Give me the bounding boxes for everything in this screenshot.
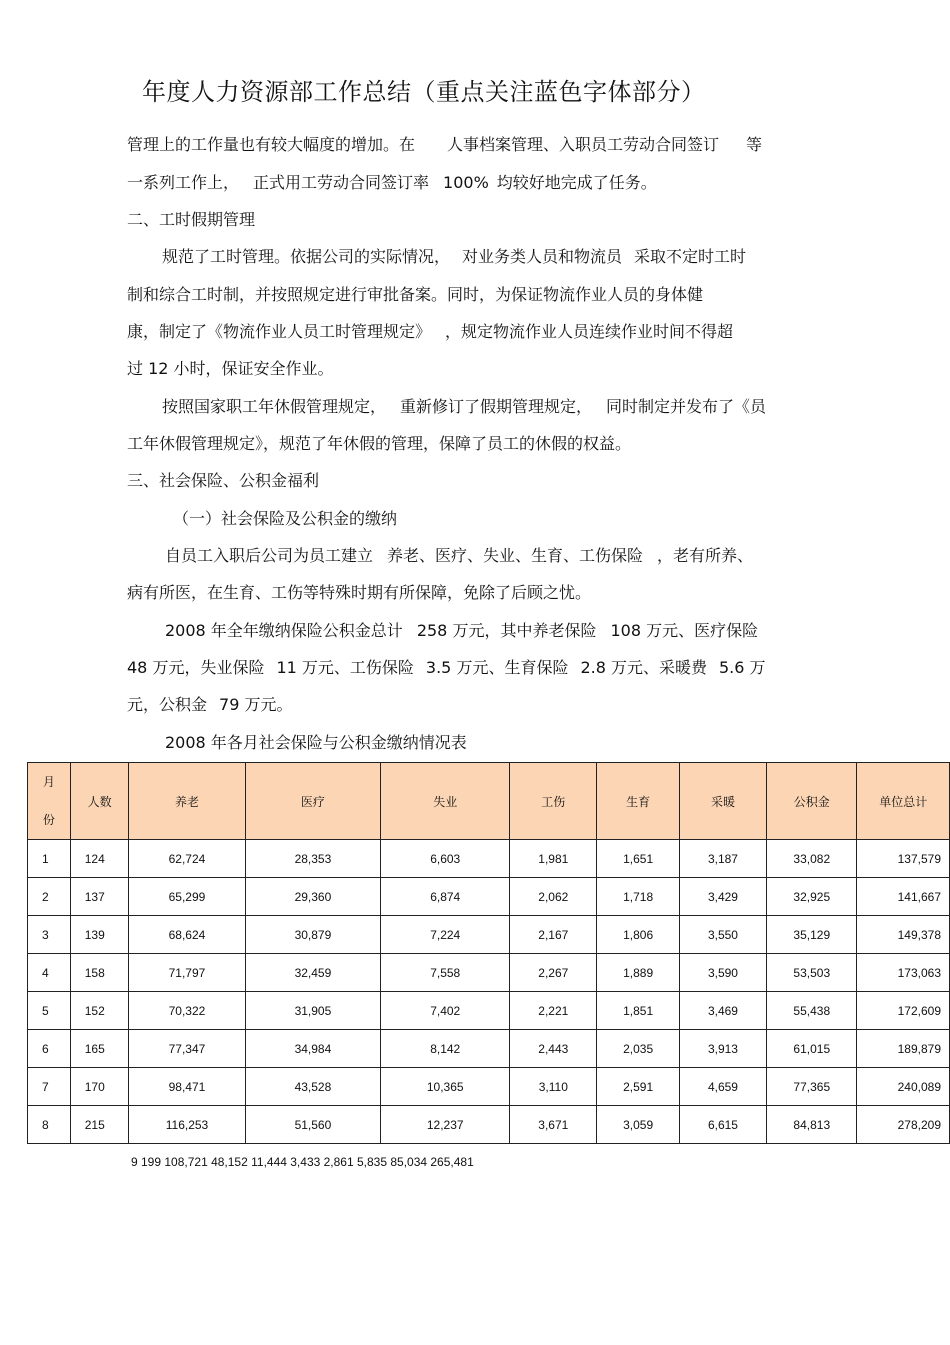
cell-fund: 35,129 — [767, 916, 857, 954]
paragraph-line: 病有所医，在生育、工伤等特殊时期有所保障，免除了后顾之忧。 — [127, 583, 592, 602]
cell-pension: 65,299 — [129, 878, 245, 916]
cell-fund: 33,082 — [767, 840, 857, 878]
cell-maternity: 1,851 — [597, 992, 679, 1030]
cell-total: 173,063 — [857, 954, 950, 992]
cell-injury: 2,062 — [510, 878, 597, 916]
header-pension: 养老 — [129, 763, 245, 840]
page-title: 年度人力资源部工作总结（重点关注蓝色字体部分） — [142, 78, 706, 106]
cell-total: 172,609 — [857, 992, 950, 1030]
cell-medical: 30,879 — [245, 916, 381, 954]
cell-unemployment: 12,237 — [381, 1106, 510, 1144]
cell-medical: 29,360 — [245, 878, 381, 916]
cell-total: 240,089 — [857, 1068, 950, 1106]
cell-maternity: 1,651 — [597, 840, 679, 878]
cell-unemployment: 6,603 — [381, 840, 510, 878]
cell-unemployment: 10,365 — [381, 1068, 510, 1106]
cell-pension: 62,724 — [129, 840, 245, 878]
cell-fund: 84,813 — [767, 1106, 857, 1144]
cell-heating: 3,469 — [679, 992, 766, 1030]
cell-pension: 70,322 — [129, 992, 245, 1030]
cell-people: 139 — [70, 916, 129, 954]
cell-heating: 6,615 — [679, 1106, 766, 1144]
cell-unemployment: 7,558 — [381, 954, 510, 992]
table-row — [28, 954, 950, 992]
cell-unemployment: 7,402 — [381, 992, 510, 1030]
cell-injury: 2,443 — [510, 1030, 597, 1068]
section-heading: 三、社会保险、公积金福利 — [127, 471, 320, 490]
cell-total: 149,378 — [857, 916, 950, 954]
cell-total: 137,579 — [857, 840, 950, 878]
cell-heating: 4,659 — [679, 1068, 766, 1106]
cell-unemployment: 7,224 — [381, 916, 510, 954]
section-heading: 二、工时假期管理 — [127, 210, 256, 229]
cell-maternity: 1,889 — [597, 954, 679, 992]
cell-heating: 3,429 — [679, 878, 766, 916]
cell-people: 170 — [70, 1068, 129, 1106]
cell-heating: 3,187 — [679, 840, 766, 878]
cell-unemployment: 8,142 — [381, 1030, 510, 1068]
table-row — [28, 992, 950, 1030]
cell-month: 4 — [28, 954, 71, 992]
cell-maternity: 1,806 — [597, 916, 679, 954]
cell-pension: 68,624 — [129, 916, 245, 954]
cell-unemployment: 6,874 — [381, 878, 510, 916]
cell-people: 124 — [70, 840, 129, 878]
paragraph-line: 自员工入职后公司为员工建立 养老、医疗、失业、生育、工伤保险 ，老有所养、 — [165, 546, 754, 565]
cell-pension: 71,797 — [129, 954, 245, 992]
paragraph-line: 工年休假管理规定》，规范了年休假的管理，保障了员工的休假的权益。 — [127, 434, 632, 453]
header-fund: 公积金 — [767, 763, 857, 840]
header-heating: 采暖 — [679, 763, 766, 840]
cell-medical: 28,353 — [245, 840, 381, 878]
cell-month: 5 — [28, 992, 71, 1030]
cell-people: 152 — [70, 992, 129, 1030]
header-total: 单位总计 — [857, 763, 950, 840]
table-row — [28, 840, 950, 878]
cell-people: 158 — [70, 954, 129, 992]
cell-fund: 32,925 — [767, 878, 857, 916]
table-row — [28, 1106, 950, 1144]
cell-pension: 77,347 — [129, 1030, 245, 1068]
table-row — [28, 916, 950, 954]
cell-maternity: 3,059 — [597, 1106, 679, 1144]
table-row — [28, 878, 950, 916]
paragraph-line: 规范了工时管理。依据公司的实际情况， 对业务类人员和物流员 采取不定时工时 — [162, 247, 747, 266]
subsection-heading: （一）社会保险及公积金的缴纳 — [173, 509, 398, 528]
cell-medical: 51,560 — [245, 1106, 381, 1144]
paragraph-line: 康，制定了《物流作业人员工时管理规定》 ，规定物流作业人员连续作业时间不得超 — [127, 322, 734, 341]
cell-injury: 2,167 — [510, 916, 597, 954]
header-unemployment: 失业 — [381, 763, 510, 840]
overflow-row-text: 9 199 108,721 48,152 11,444 3,433 2,861 5,835 85,034 265,481 — [131, 1155, 474, 1169]
cell-month: 3 — [28, 916, 71, 954]
paragraph-line: 管理上的工作量也有较大幅度的增加。在 人事档案管理、入职员工劳动合同签订 等 — [127, 135, 763, 154]
cell-injury: 2,221 — [510, 992, 597, 1030]
cell-injury: 3,671 — [510, 1106, 597, 1144]
table-row — [28, 1068, 950, 1106]
header-medical: 医疗 — [245, 763, 381, 840]
cell-injury: 1,981 — [510, 840, 597, 878]
cell-people: 215 — [70, 1106, 129, 1144]
header-people: 人数 — [70, 763, 129, 840]
cell-people: 137 — [70, 878, 129, 916]
header-injury: 工伤 — [510, 763, 597, 840]
cell-fund: 61,015 — [767, 1030, 857, 1068]
cell-pension: 98,471 — [129, 1068, 245, 1106]
cell-month: 2 — [28, 878, 71, 916]
table-row — [28, 1030, 950, 1068]
cell-month: 7 — [28, 1068, 71, 1106]
cell-total: 189,879 — [857, 1030, 950, 1068]
cell-maternity: 2,035 — [597, 1030, 679, 1068]
insurance-table — [27, 762, 950, 1144]
cell-month: 1 — [28, 840, 71, 878]
cell-maternity: 2,591 — [597, 1068, 679, 1106]
header-month: 月 份 — [28, 763, 71, 840]
paragraph-line: 制和综合工时制，并按照规定进行审批备案。同时，为保证物流作业人员的身体健 — [127, 285, 704, 304]
cell-month: 6 — [28, 1030, 71, 1068]
cell-injury: 2,267 — [510, 954, 597, 992]
paragraph-line: 48 万元，失业保险 11 万元、工伤保险 3.5 万元、生育保险 2.8 万元、采暖费 5.6 万 — [127, 658, 766, 677]
cell-fund: 77,365 — [767, 1068, 857, 1106]
paragraph-line: 过 12 小时，保证安全作业。 — [127, 359, 334, 378]
paragraph-line: 按照国家职工年休假管理规定， 重新修订了假期管理规定， 同时制定并发布了《员 — [162, 397, 767, 416]
cell-medical: 34,984 — [245, 1030, 381, 1068]
cell-heating: 3,550 — [679, 916, 766, 954]
paragraph-line: 2008 年全年缴纳保险公积金总计 258 万元，其中养老保险 108 万元、医疗保险 — [165, 621, 759, 640]
cell-maternity: 1,718 — [597, 878, 679, 916]
cell-medical: 43,528 — [245, 1068, 381, 1106]
table-header-row — [28, 763, 950, 840]
cell-heating: 3,913 — [679, 1030, 766, 1068]
cell-fund: 53,503 — [767, 954, 857, 992]
cell-fund: 55,438 — [767, 992, 857, 1030]
paragraph-line: 元，公积金 79 万元。 — [127, 695, 293, 714]
cell-total: 278,209 — [857, 1106, 950, 1144]
cell-pension: 116,253 — [129, 1106, 245, 1144]
cell-injury: 3,110 — [510, 1068, 597, 1106]
cell-total: 141,667 — [857, 878, 950, 916]
header-maternity: 生育 — [597, 763, 679, 840]
paragraph-line: 一系列工作上， 正式用工劳动合同签订率 100% 均较好地完成了任务。 — [127, 173, 657, 192]
cell-medical: 32,459 — [245, 954, 381, 992]
cell-heating: 3,590 — [679, 954, 766, 992]
cell-medical: 31,905 — [245, 992, 381, 1030]
table-caption: 2008 年各月社会保险与公积金缴纳情况表 — [165, 733, 467, 752]
cell-people: 165 — [70, 1030, 129, 1068]
cell-month: 8 — [28, 1106, 71, 1144]
